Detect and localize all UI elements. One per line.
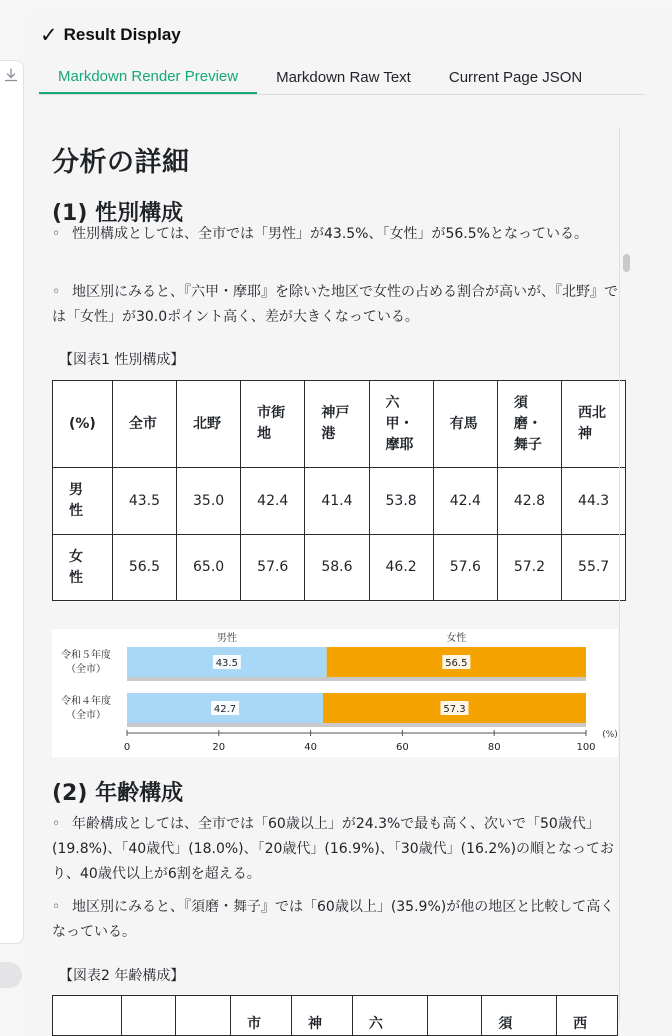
tab-markdown-raw-text[interactable]: Markdown Raw Text (276, 68, 411, 86)
axis-unit-label: (%) (602, 730, 618, 740)
x-tick-label: 100 (576, 742, 596, 753)
table-header-cell: 神戸港 (305, 381, 369, 468)
table-cell: 35.0 (177, 468, 241, 535)
table-cell: 58.6 (305, 535, 369, 601)
result-title: Result Display (63, 25, 181, 44)
table-cell: 46.2 (369, 535, 433, 601)
table-header-row (53, 996, 618, 1036)
age-table (52, 995, 618, 1036)
left-sidebar-panel (0, 60, 24, 944)
table-cell: 42.4 (241, 468, 305, 535)
data-label: 57.3 (443, 704, 466, 715)
bar-shadow (127, 723, 586, 727)
table-row (53, 468, 626, 535)
table-header-cell (53, 996, 122, 1036)
table-header-cell: 須 (482, 996, 557, 1036)
table-header-cell (121, 996, 176, 1036)
table-cell: 65.0 (177, 535, 241, 601)
table-header-cell (427, 996, 482, 1036)
bullet-icon: ◦ (52, 226, 61, 242)
bullet-icon: ◦ (52, 816, 61, 832)
list-item: ◦ 年齢構成としては、全市では「60歳以上」が24.3%で最も高く、次いで「50歳代」(19.8%)、「40歳代」(18.0%)、「20歳代」(16.9%)、「30歳代」(16.2%)の順となっており、40歳代以上が6割を超える。 (52, 812, 618, 887)
table-header-cell: 有馬 (433, 381, 497, 468)
gender-chart (52, 629, 618, 757)
tab-current-page-json[interactable]: Current Page JSON (448, 68, 583, 86)
markdown-preview (38, 126, 633, 1032)
table-header-cell: 北野 (177, 381, 241, 468)
section-1-heading: (1) 性別構成 (52, 201, 184, 226)
scrollbar[interactable] (619, 128, 634, 1021)
sidebar-toggle[interactable] (0, 962, 22, 988)
table-row-label: 女性 (53, 535, 113, 601)
category-label: （全市） (66, 710, 106, 721)
table-header-cell: 六 (352, 996, 427, 1036)
scrollbar-thumb[interactable] (623, 254, 630, 272)
table-cell: 55.7 (562, 535, 626, 601)
category-label: 令和４年度 (61, 696, 111, 707)
table-header-row (53, 381, 626, 468)
table-cell: 57.2 (497, 535, 561, 601)
list-item: ◦ 地区別にみると、『六甲・摩耶』を除いた地区で女性の占める割合が高いが、『北野』では「女性」が30.0ポイント高く、差が大きくなっている。 (52, 280, 618, 330)
table-caption: 【図表1 性別構成】 (59, 352, 185, 368)
table-cell: 41.4 (305, 468, 369, 535)
table-cell: 42.8 (497, 468, 561, 535)
category-label: （全市） (66, 664, 106, 675)
legend-label: 女性 (446, 633, 467, 644)
table-header-cell: (%) (53, 381, 113, 468)
result-panel (26, 14, 666, 1035)
legend-label: 男性 (216, 633, 237, 644)
x-tick-label: 20 (212, 742, 226, 753)
checkmark-icon: ✓ (40, 22, 58, 47)
table-cell: 53.8 (369, 468, 433, 535)
list-item: ◦ 性別構成としては、全市では「男性」が43.5%、「女性」が56.5%となっている。 (52, 222, 618, 247)
gender-table (52, 380, 626, 601)
bar-shadow (127, 677, 586, 681)
chart-svg (52, 629, 618, 757)
table-header-cell: 神 (292, 996, 353, 1036)
download-icon[interactable] (0, 64, 22, 86)
data-label: 43.5 (215, 658, 238, 669)
table-cell: 56.5 (112, 535, 176, 601)
table-caption: 【図表2 年齢構成】 (59, 968, 185, 984)
table-header-cell: 西 (557, 996, 618, 1036)
tab-bar (39, 60, 645, 95)
table-cell: 57.6 (433, 535, 497, 601)
bullet-icon: ◦ (52, 899, 61, 915)
table-header-cell: 須磨・舞子 (497, 381, 561, 468)
category-label: 令和５年度 (61, 650, 111, 661)
table-cell: 42.4 (433, 468, 497, 535)
table-header-cell: 西北神 (562, 381, 626, 468)
x-tick-label: 80 (487, 742, 501, 753)
bullet-icon: ◦ (52, 284, 61, 300)
table-row-label: 男性 (53, 468, 113, 535)
table-header-cell (176, 996, 231, 1036)
table-cell: 44.3 (562, 468, 626, 535)
data-label: 56.5 (445, 658, 468, 669)
x-tick-label: 0 (123, 742, 131, 753)
table-header-cell: 全市 (112, 381, 176, 468)
result-header (40, 24, 181, 46)
list-item: ◦ 地区別にみると、『須磨・舞子』では「60歳以上」(35.9%)が他の地区と比較して高くなっている。 (52, 895, 618, 945)
table-header-cell: 市街地 (241, 381, 305, 468)
table-header-cell: 六甲・摩耶 (369, 381, 433, 468)
table-row (53, 535, 626, 601)
table-cell: 43.5 (112, 468, 176, 535)
table-header-cell: 市 (231, 996, 292, 1036)
table-cell: 57.6 (241, 535, 305, 601)
section-2-heading: (2) 年齢構成 (52, 781, 184, 806)
data-label: 42.7 (213, 704, 237, 715)
x-tick-label: 40 (304, 742, 317, 753)
x-tick-label: 60 (396, 742, 409, 753)
doc-title: 分析の詳細 (52, 147, 190, 178)
tab-markdown-render-preview[interactable]: Markdown Render Preview (39, 60, 257, 94)
